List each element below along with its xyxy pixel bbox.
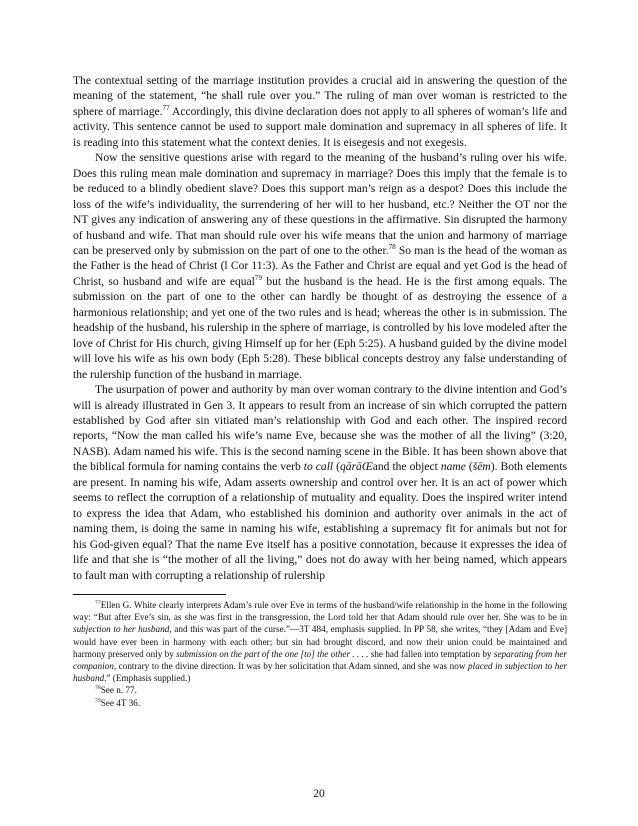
footnote: $^{79}$See 4T 36.: [95, 697, 141, 708]
page-content: [73, 74, 567, 709]
footnotes: [73, 599, 567, 709]
body-text: [73, 74, 567, 584]
footnote: $^{77}$Ellen G. White clearly interprets Adam’s rule over Eve in terms of the husband/wife relationship in the home in the following way: “But after Eve’s sin, as she was first in the transgression, the Lord told her that Adam should rule over her. She was to be in subjection to her husband, and this was part of the curse.”—3T 484, emphasis supplied. In PP 58, she writes, “they [Adam and Eve] would have ever been in harmony with each other; but sin had brought discord, and now their union could be maintained and harmony preserved only by submission on the part of the one [to] the other . . . . she had fallen into temptation by separating from her companion, contrary to the divine direction. It was by her solicitation that Adam sinned, and she was now placed in subjection to her husband.” (Emphasis supplied.): [73, 599, 568, 684]
paragraph: The contextual setting of the marriage institution provides a crucial aid in answering the question of the meaning of the statement, “he shall rule over you.” The ruling of man over woman is restricted to the sphere of marriage.$^{77}$ Accordingly, this divine declaration does not apply to all spheres of woman’s life and activity. This sentence cannot be used to support male domination and supremacy in all spheres of life. It is reading into this statement what the context denies. It is eisegesis and not exegesis.: [73, 75, 567, 149]
page-number: 20: [313, 788, 325, 800]
paragraph: The usurpation of power and authority by man over woman contrary to the divine intention and God’s will is already illustrated in Gen 3. It appears to result from an increase of sin which corrupted the pattern established by God after sin vitiated man’s relationship with God and each other. The inspired record reports, “Now the man called his wife’s name Eve, because she was the mother of all the living” (3:20, NASB). Adam named his wife. This is the second naming scene in the Bible. It has been shown above that the biblical formula for naming contains the verb to call (qārāŒand the object name (šēm). Both elements are present. In naming his wife, Adam asserts ownership and control over her. It is an act of power which seems to reflect the corruption of a relationship of mutuality and equality. Does the inspired writer intend to express the idea that Adam, who established his dominion and authority over animals in the act of naming them, is doing the same in naming his wife, establishing a supremacy fit for animals but not for his God-given equal? That the name Eve itself has a positive connotation, because it expresses the idea of life and that she is “the mother of all the living,” does not do away with her being named, which appears to fault man with corrupting a relationship of rulership: [73, 384, 568, 582]
paragraph: Now the sensitive questions arise with regard to the meaning of the husband’s ruling over his wife. Does this ruling mean male domination and supremacy in marriage? Does this imply that the female is to be reduced to a blindly obedient slave? Does this support man’s reign as a despot? Does this include the loss of the wife’s individuality, the surrendering of her will to her husband, etc.? Neither the OT nor the NT gives any indication of answering any of these questions in the affirmative. Sin disrupted the harmony of husband and wife. That man should rule over his wife means that the union and harmony of marriage can be preserved only by submission on the part of one to the other.$^{78}$ So man is the head of the woman as the Father is the head of Christ (l Cor 11:3). As the Father and Christ are equal and yet God is the head of Christ, so husband and wife are equal$^{79}$ but the husband is the head. He is the first among equals. The submission on the part of one to the other can hardly be thought of as destroying the essence of a harmonious relationship; and yet one of the two rules and is head; whereas the other is in submission. The headship of the husband, his rulership in the sphere of marriage, is controlled by his love modeled after the love of Christ for His church, giving Himself up for her (Eph 5:25). A husband guided by the divine model will love his wife as his own body (Eph 5:28). These biblical concepts destroy any false understanding of the rulership function of the husband in marriage.: [73, 152, 568, 381]
footnote-ref[interactable]: 79: [254, 274, 263, 283]
footnote-divider: [73, 594, 226, 595]
footnote-ref[interactable]: 78: [388, 243, 396, 252]
footnote: $^{78}$See n. 77.: [95, 685, 137, 696]
footnote-ref[interactable]: 77: [162, 104, 170, 113]
